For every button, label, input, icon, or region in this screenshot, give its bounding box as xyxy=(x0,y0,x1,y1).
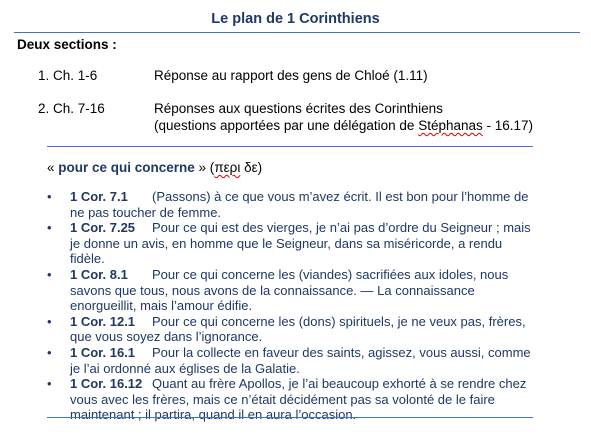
reference-text: Quant au frère Apollos, je l’ai beaucoup exhorté à se rendre chez vous avec les frères, mais ce n’était décidément pas sa volonté de le faire maintenant ; il partira, quand il en aura l’occasion. xyxy=(70,376,527,423)
list-item xyxy=(47,220,537,267)
reference-list xyxy=(47,189,537,423)
bullet-icon: • xyxy=(47,220,52,236)
concern-phrase: pour ce qui concerne xyxy=(58,160,195,175)
list-item xyxy=(47,345,537,376)
section-description-line: Réponses aux questions écrites des Corinthiens xyxy=(154,101,443,116)
list-item xyxy=(47,314,537,345)
section-description-text: - 16.17) xyxy=(482,118,534,133)
reference-label: 1 Cor. 7.25 xyxy=(70,220,136,236)
reference-label: 1 Cor. 16.12 xyxy=(70,376,143,392)
bullet-icon: • xyxy=(47,376,52,392)
bullet-icon: • xyxy=(47,344,52,360)
list-item xyxy=(47,189,537,220)
section-number: 2. Ch. 7-16 xyxy=(38,101,105,116)
reference-label: 1 Cor. 12.1 xyxy=(70,313,136,329)
bullet-icon: • xyxy=(47,266,52,282)
section-item-1 xyxy=(0,67,591,87)
separator-rule-top xyxy=(47,146,533,147)
reference-text: Pour ce qui est des vierges, je n’ai pas d’ordre du Seigneur ; mais je donne un avis, en homme que le Seigneur, dans sa miséricorde, a rendu fidèle. xyxy=(70,220,531,267)
bullet-icon: • xyxy=(47,189,52,204)
quote-mark: » ( xyxy=(194,160,215,175)
section-number: 1. Ch. 1-6 xyxy=(38,68,98,83)
separator-rule-bottom xyxy=(47,417,533,418)
reference-label: 1 Cor. 16.1 xyxy=(70,344,136,360)
bullet-icon: • xyxy=(47,313,52,329)
reference-label: 1 Cor. 7.1 xyxy=(70,189,128,204)
quote-mark: « xyxy=(47,160,59,175)
section-description-line xyxy=(154,117,574,134)
section-description-text: (questions apportées par une délégation de xyxy=(154,118,419,133)
document-title: Le plan de 1 Corinthiens xyxy=(211,11,380,27)
greek-word: δε) xyxy=(240,160,263,175)
list-item xyxy=(47,376,537,423)
section-item-2 xyxy=(0,100,591,136)
title-underline-rule xyxy=(14,32,580,33)
section-description xyxy=(154,100,574,134)
reference-text: Pour ce qui concerne les (viandes) sacrifiées aux idoles, nous savons que tous, nous avons de la connaissance. — La connaissance enorgueillit, mais l’amour édifie. xyxy=(70,266,509,314)
reference-text: Pour la collecte en faveur des saints, agissez, vous aussi, comme je l’ai ordonné aux églises de la Galatie. xyxy=(70,344,531,376)
spellcheck-flagged-word: Stéphanas xyxy=(418,118,483,133)
sections-heading: Deux sections : xyxy=(17,37,117,52)
greek-word: περι xyxy=(214,160,241,175)
reference-text: (Passons) à ce que vous m’avez écrit. Il est bon pour l’homme de ne pas toucher de femme. xyxy=(70,189,529,220)
section-description: Réponse au rapport des gens de Chloé (1.11) xyxy=(154,68,428,83)
reference-text: Pour ce qui concerne les (dons) spirituels, je ne veux pas, frères, que vous soyez dans l’ignorance. xyxy=(70,313,526,345)
list-item xyxy=(47,267,537,314)
reference-label: 1 Cor. 8.1 xyxy=(70,266,128,282)
concern-phrase-line xyxy=(47,160,262,175)
